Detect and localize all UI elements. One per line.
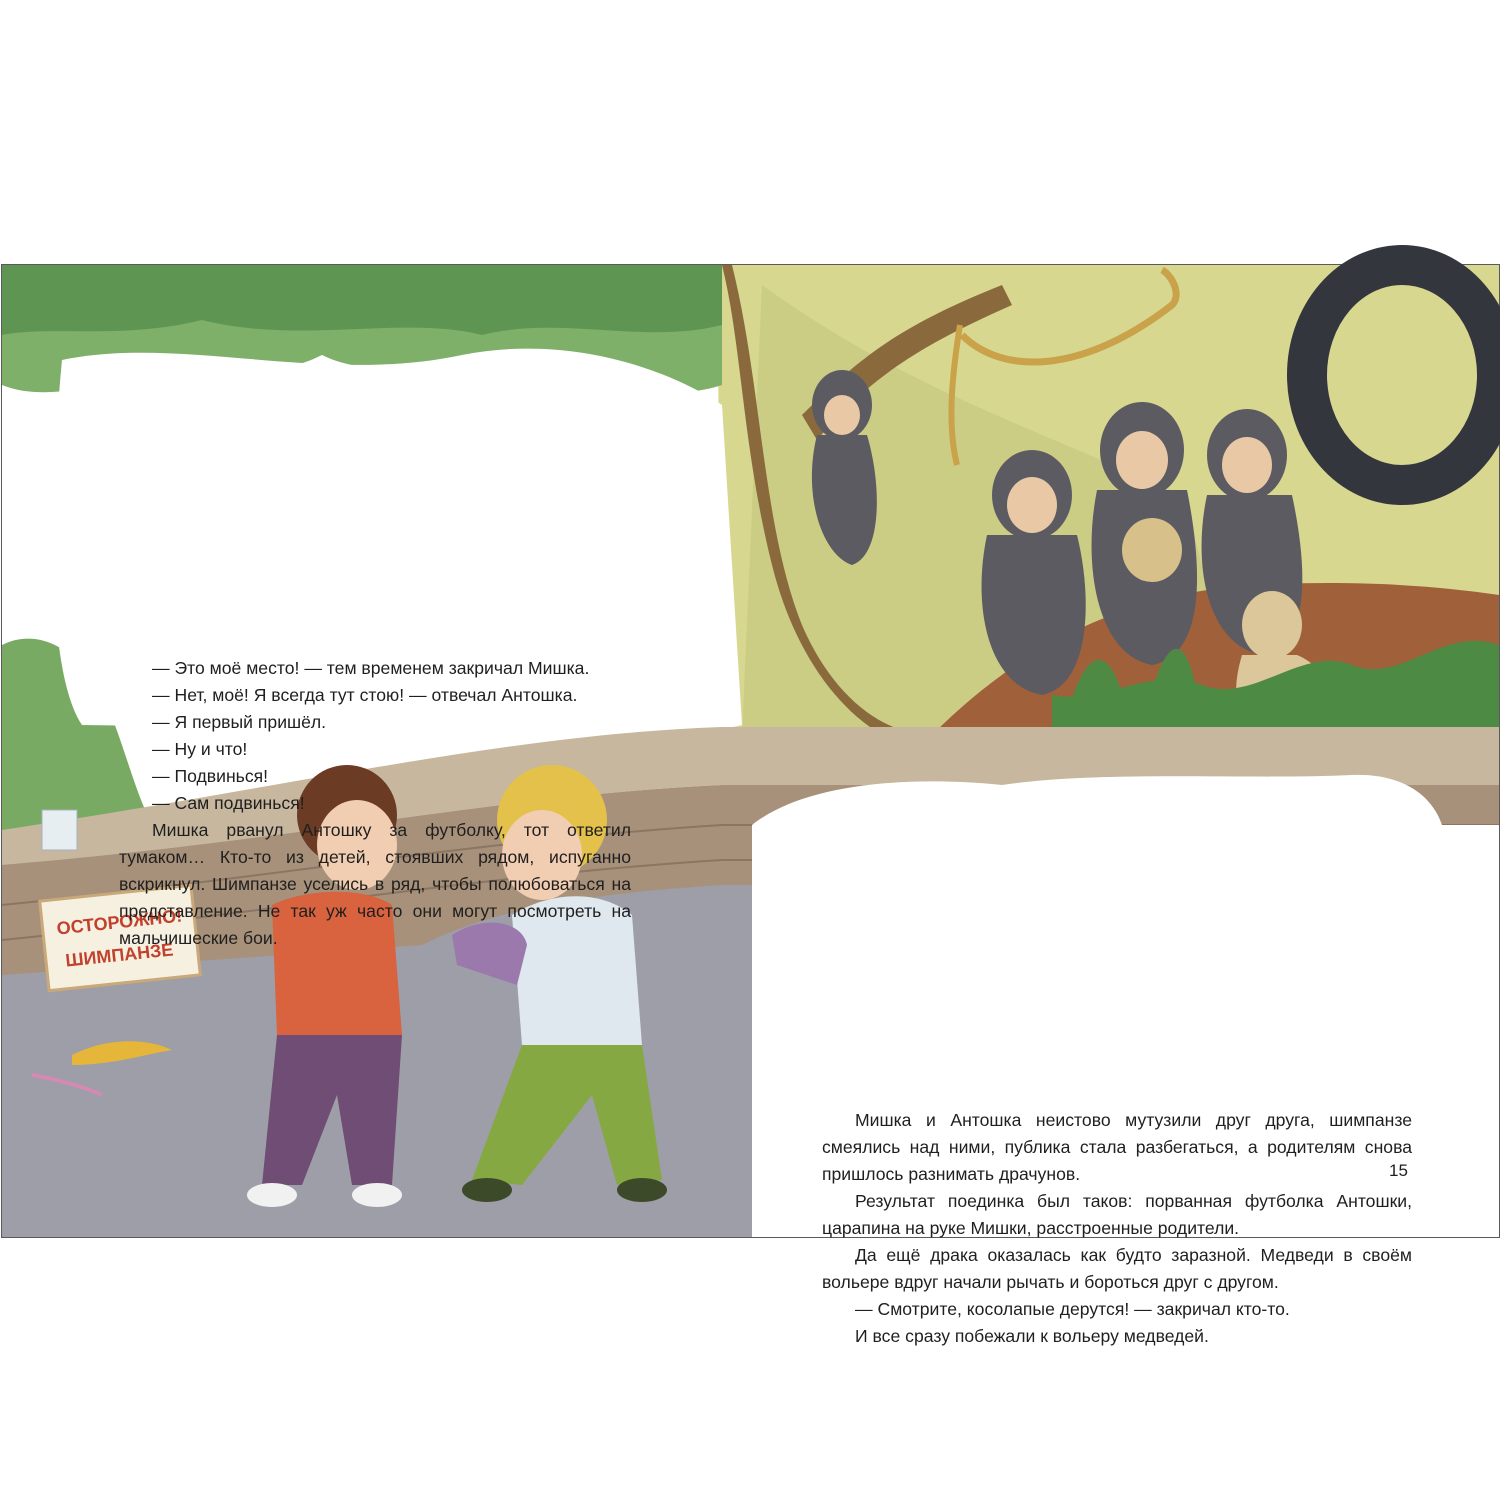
paragraph: — Ну и что! xyxy=(152,739,248,759)
small-chimp xyxy=(1242,591,1302,659)
paragraph: И все сразу побежали к вольеру медведей. xyxy=(855,1326,1209,1346)
cup xyxy=(42,810,77,850)
paragraph: Мишка рванул Антошку за футболку, тот ответил тумаком… Кто-то из детей, стоявших рядом, испуганно вскрикнул. Шимпанзе уселись в ряд, чтобы полюбоваться на представление. Не так уж часто они могут посмотреть на мальчишеские бои. xyxy=(119,820,631,948)
paragraph: — Сам подвинься! xyxy=(152,793,305,813)
paragraph: Результат поединка был таков: порванная футболка Антошки, царапина на руке Мишки, расстроенные родители. xyxy=(822,1191,1412,1238)
baby-chimp xyxy=(1122,518,1182,582)
page-number: 15 xyxy=(1389,1161,1408,1180)
paragraph: — Я первый пришёл. xyxy=(152,712,327,732)
story-text-left xyxy=(119,655,631,952)
paragraph: Мишка и Антошка неистово мутузили друг друга, шимпанзе смеялись над ними, публика стала разбегаться, а родителям снова пришлось разнимать драчунов. xyxy=(822,1110,1412,1184)
sign-line-1: ОСТОРОЖНО! xyxy=(55,905,184,939)
sign-line-2: ШИМПАНЗЕ xyxy=(64,939,175,971)
paragraph: Да ещё драка оказалась как будто заразной. Медведи в своём вольере вдруг начали рычать и бороться друг с другом. xyxy=(822,1245,1412,1292)
paragraph: — Смотрите, косолапые дерутся! — закричал кто-то. xyxy=(855,1299,1290,1319)
paragraph: — Это моё место! — тем временем закричал Мишка. xyxy=(152,658,590,678)
book-spread xyxy=(1,264,1500,1346)
story-text-right xyxy=(822,1107,1412,1350)
paragraph: — Нет, моё! Я всегда тут стою! — отвечал Антошка. xyxy=(152,685,578,705)
paragraph: — Подвинься! xyxy=(152,766,269,786)
